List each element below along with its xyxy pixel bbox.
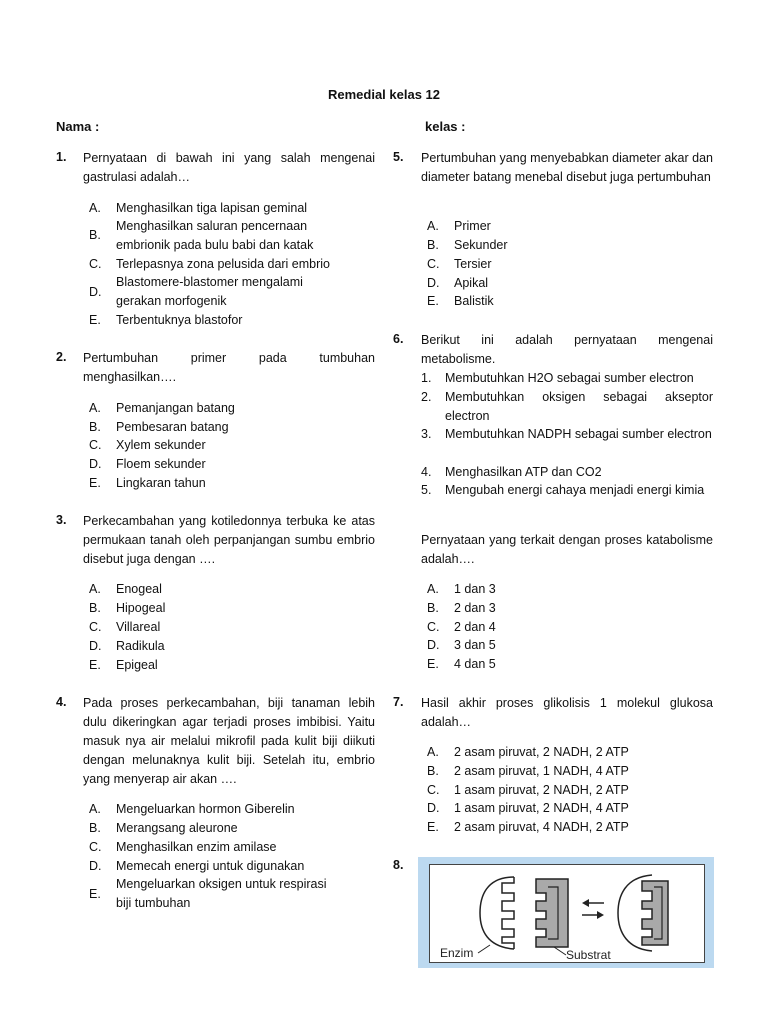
figure-panel xyxy=(429,864,705,963)
option-text: Menghasilkan tiga lapisan geminal xyxy=(116,201,308,215)
substrate-shape xyxy=(536,879,568,947)
option-text: Xylem sekunder xyxy=(116,438,206,452)
option-text: Floem sekunder xyxy=(116,457,206,471)
option-text: 1 asam piruvat, 2 NADH, 2 ATP xyxy=(454,783,629,797)
statement-key: 5. xyxy=(421,483,432,497)
statement-text: Mengubah energi cahaya menjadi energi kimia xyxy=(445,483,705,497)
option-key: B. xyxy=(427,238,439,252)
option-key: B. xyxy=(427,601,439,615)
enzyme-pointer xyxy=(478,945,490,953)
nama-label: Nama : xyxy=(56,119,100,134)
question-text: Perkecambahan yang kotiledonnya terbuka ke atas permukaan tanah oleh perpanjangan sumbu embrio disebut juga dengan …. xyxy=(83,514,375,566)
option-key: C. xyxy=(427,620,440,634)
question-text: Pernyataan di bawah ini yang salah mengenai gastrulasi adalah… xyxy=(83,151,375,184)
option-text: 3 dan 5 xyxy=(454,638,496,652)
option-text: 2 asam piruvat, 1 NADH, 4 ATP xyxy=(454,764,629,778)
option-key: B. xyxy=(427,764,439,778)
option-key: E. xyxy=(427,820,439,834)
option-key: D. xyxy=(89,859,102,873)
option-key: E. xyxy=(89,658,101,672)
option-key: E. xyxy=(427,657,439,671)
option-text: 2 dan 3 xyxy=(454,601,496,615)
statement-key: 1. xyxy=(421,371,432,385)
option-text: Enogeal xyxy=(116,582,162,596)
question-text: Pertumbuhan yang menyebabkan diameter akar dan diameter batang menebal disebut juga pertumbuhan xyxy=(421,151,713,184)
option-text: 2 asam piruvat, 2 NADH, 2 ATP xyxy=(454,745,629,759)
option-text: embrionik pada bulu babi dan katak xyxy=(116,238,314,252)
option-text: 2 dan 4 xyxy=(454,620,496,634)
option-key: C. xyxy=(427,257,440,271)
option-text: Balistik xyxy=(454,294,494,308)
option-text: Blastomere-blastomer mengalami xyxy=(116,275,303,289)
option-text: Pembesaran batang xyxy=(116,420,229,434)
option-key: C. xyxy=(427,783,440,797)
enzyme-substrate-figure xyxy=(418,857,714,968)
option-text: Tersier xyxy=(454,257,492,271)
question-prompt: Pernyataan yang terkait dengan proses katabolisme adalah…. xyxy=(421,533,713,566)
option-text: Memecah energi untuk digunakan xyxy=(116,859,305,873)
option-key: E. xyxy=(89,887,101,901)
option-text: Sekunder xyxy=(454,238,508,252)
option-key: A. xyxy=(427,582,439,596)
option-key: E. xyxy=(89,313,101,327)
kelas-label: kelas : xyxy=(425,119,466,134)
option-key: B. xyxy=(89,420,101,434)
option-key: A. xyxy=(89,201,101,215)
substrate-label: Substrat xyxy=(566,948,611,962)
option-key: A. xyxy=(89,401,101,415)
option-text: Terbentuknya blastofor xyxy=(116,313,243,327)
question-number: 7. xyxy=(393,695,404,709)
enzyme-pocket-left xyxy=(502,877,514,949)
enzyme-label: Enzim xyxy=(440,946,474,960)
question-text: Berikut ini adalah pernyataan mengenai metabolisme. xyxy=(421,333,713,366)
option-key: D. xyxy=(427,801,440,815)
option-key: D. xyxy=(89,639,102,653)
question-number: 2. xyxy=(56,350,67,364)
option-key: E. xyxy=(89,476,101,490)
option-text: Lingkaran tahun xyxy=(116,476,206,490)
option-key: B. xyxy=(89,228,101,242)
statement-key: 4. xyxy=(421,465,432,479)
option-key: A. xyxy=(427,219,439,233)
statement-key: 2. xyxy=(421,390,432,404)
option-key: C. xyxy=(89,840,102,854)
option-text: Terlepasnya zona pelusida dari embrio xyxy=(116,257,331,271)
arrow-right-head xyxy=(597,911,604,919)
option-key: B. xyxy=(89,821,101,835)
option-text: Menghasilkan saluran pencernaan xyxy=(116,219,308,233)
option-key: B. xyxy=(89,601,101,615)
option-key: D. xyxy=(427,276,440,290)
lock-and-key-diagram xyxy=(430,865,704,962)
option-text: Villareal xyxy=(116,620,161,634)
complex-substrate xyxy=(642,881,668,945)
option-key: C. xyxy=(89,257,102,271)
question-number: 1. xyxy=(56,150,67,164)
option-text: 4 dan 5 xyxy=(454,657,496,671)
option-key: A. xyxy=(89,582,101,596)
question-text: Pada proses perkecambahan, biji tanaman lebih dulu dikeringkan agar terjadi proses imbibisi. Yaitu masuk nya air melalui mikrofil pada kulit biji diikuti dengan melunaknya kulit biji. Setelah itu, embrio yang menyerap air akan …. xyxy=(83,696,375,786)
option-text: Merangsang aleurone xyxy=(116,821,238,835)
option-key: D. xyxy=(427,638,440,652)
option-text: Apikal xyxy=(454,276,489,290)
option-key: D. xyxy=(89,285,102,299)
option-text: Hipogeal xyxy=(116,601,166,615)
option-text: Radikula xyxy=(116,639,165,653)
option-text: Mengeluarkan hormon Giberelin xyxy=(116,802,295,816)
statement-key: 3. xyxy=(421,427,432,441)
statement-text: Menghasilkan ATP dan CO2 xyxy=(445,465,602,479)
question-number: 4. xyxy=(56,695,67,709)
option-text: 1 asam piruvat, 2 NADH, 4 ATP xyxy=(454,801,629,815)
statement-text: Membutuhkan oksigen sebagai akseptor electron xyxy=(445,390,713,423)
statement-text: Membutuhkan NADPH sebagai sumber electron xyxy=(445,427,712,441)
question-number: 3. xyxy=(56,513,67,527)
arrow-left-head xyxy=(582,899,589,907)
option-text: Epigeal xyxy=(116,658,158,672)
question-text: Pertumbuhan primer pada tumbuhan menghasilkan…. xyxy=(83,351,375,384)
question-text: Hasil akhir proses glikolisis 1 molekul glukosa adalah… xyxy=(421,696,713,729)
option-text: gerakan morfogenik xyxy=(116,294,227,308)
option-text: Mengeluarkan oksigen untuk respirasi xyxy=(116,877,327,891)
page-title: Remedial kelas 12 xyxy=(327,87,441,102)
option-text: 2 asam piruvat, 4 NADH, 2 ATP xyxy=(454,820,629,834)
option-key: D. xyxy=(89,457,102,471)
option-text: biji tumbuhan xyxy=(116,896,191,910)
option-text: Pemanjangan batang xyxy=(116,401,235,415)
option-text: Primer xyxy=(454,219,491,233)
option-key: A. xyxy=(427,745,439,759)
question-number: 8. xyxy=(393,858,404,872)
option-text: 1 dan 3 xyxy=(454,582,496,596)
option-key: C. xyxy=(89,620,102,634)
option-key: A. xyxy=(89,802,101,816)
question-number: 6. xyxy=(393,332,404,346)
option-key: E. xyxy=(427,294,439,308)
option-key: C. xyxy=(89,438,102,452)
substrate-pointer xyxy=(554,947,566,955)
statement-text: Membutuhkan H2O sebagai sumber electron xyxy=(445,371,694,385)
question-number: 5. xyxy=(393,150,404,164)
option-text: Menghasilkan enzim amilase xyxy=(116,840,277,854)
